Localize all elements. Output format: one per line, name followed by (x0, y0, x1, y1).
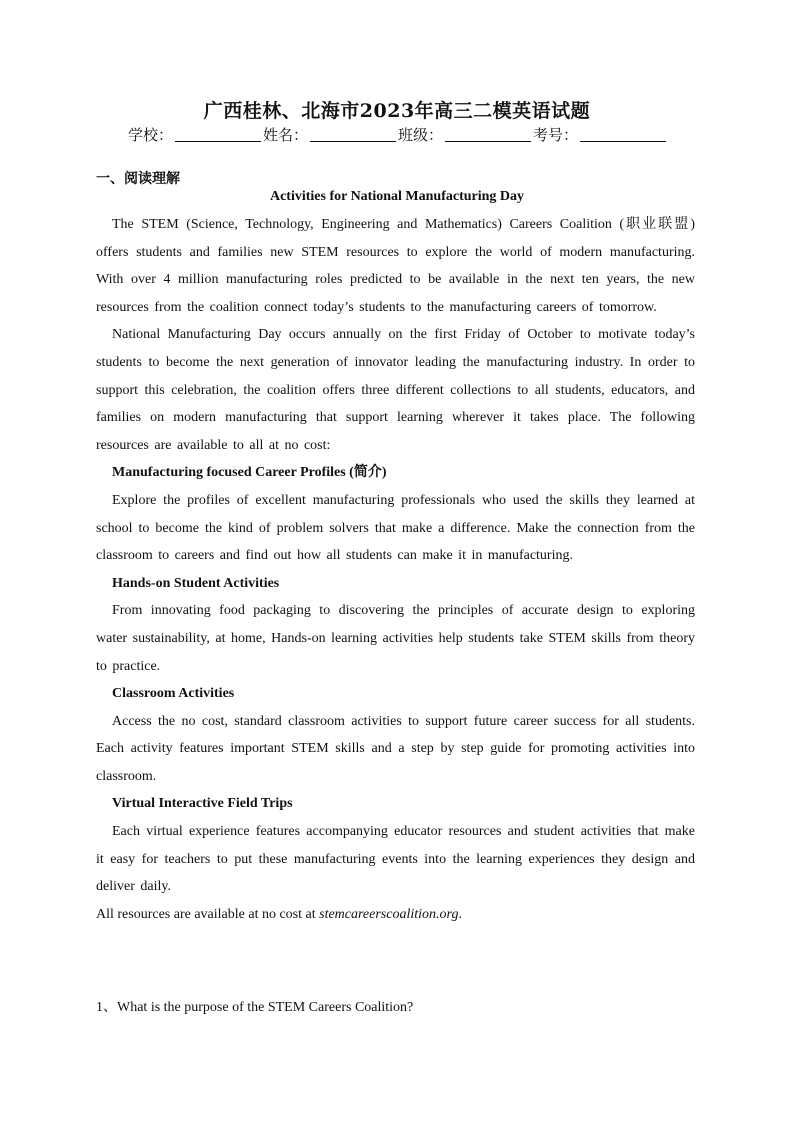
closing-line (96, 901, 695, 929)
subheading-field-trips: Virtual Interactive Field Trips (112, 796, 293, 812)
paragraph-classroom-activities: Access the no cost, standard classroom activities to support future career success for all students. Each activity features important STEM skills and a step by step guide for promoting activities into classroom. (96, 713, 695, 784)
paragraph-career-profiles: Explore the profiles of excellent manufacturing professionals who used the skills they learned at school to become the kind of problem solvers that make a difference. Make the connection from the classroom to careers and find out how all students can make it in manufacturing. (96, 492, 695, 564)
student-info-line (0, 124, 794, 145)
closing-period: . (458, 906, 462, 922)
school-field (128, 124, 261, 145)
paragraph-manufacturing-day: National Manufacturing Day occurs annually on the first Friday of October to motivate today’s students to become the next generation of innovator leading the manufacturing industry. In order to support this celebration, the coalition offers three different collections to all students, educators, and families on modern manufacturing that support learning wherever it takes place. The following resources are available to all at no cost: (96, 327, 695, 453)
exam-number-blank (580, 127, 666, 142)
exam-number-field (533, 124, 666, 145)
class-blank (445, 127, 531, 142)
paragraph-field-trips: Each virtual experience features accompanying educator resources and student activities that make it easy for teachers to put these manufacturing events into the learning experiences they design and deliver daily. (96, 824, 695, 895)
school-blank (175, 127, 261, 142)
class-field (398, 124, 531, 145)
subheading-classroom-activities: Classroom Activities (112, 686, 235, 702)
closing-text: All resources are available at no cost at (96, 906, 320, 922)
name-label: 姓名： (262, 126, 308, 144)
paragraph-student-activities: From innovating food packaging to discovering the principles of accurate design to exploring water sustainability, at home, Hands-on learning activities help students take STEM skills from theory to practice. (96, 603, 695, 674)
question-1: 1、What is the purpose of the STEM Careers Coalition? (96, 1000, 414, 1015)
subheading-student-activities: Hands-on Student Activities (112, 575, 280, 591)
article-title: Activities for National Manufacturing Day (269, 189, 525, 204)
section-heading: 一、阅读理解 (96, 171, 180, 187)
school-label: 学校： (127, 126, 173, 144)
article-body (96, 211, 695, 928)
exam-number-label: 考号： (533, 126, 579, 144)
name-blank (310, 127, 396, 142)
exam-title: 广西桂林、北海市2023年高三二模英语试题 (203, 100, 591, 122)
subheading-career-profiles: Manufacturing focused Career Profiles (简介) (112, 465, 387, 481)
name-field (263, 124, 396, 145)
coalition-link[interactable]: stemcareerscoalition.org (319, 906, 459, 922)
class-label: 班级： (398, 126, 444, 144)
paragraph-intro: The STEM (Science, Technology, Engineering and Mathematics) Careers Coalition (职业联盟) offers students and families new STEM resources to explore the world of modern manufacturing. With over 4 million manufacturing roles predicted to be available in the next ten years, the new resources from the coalition connect today’s students to the manufacturing careers of tomorrow. (96, 217, 695, 315)
